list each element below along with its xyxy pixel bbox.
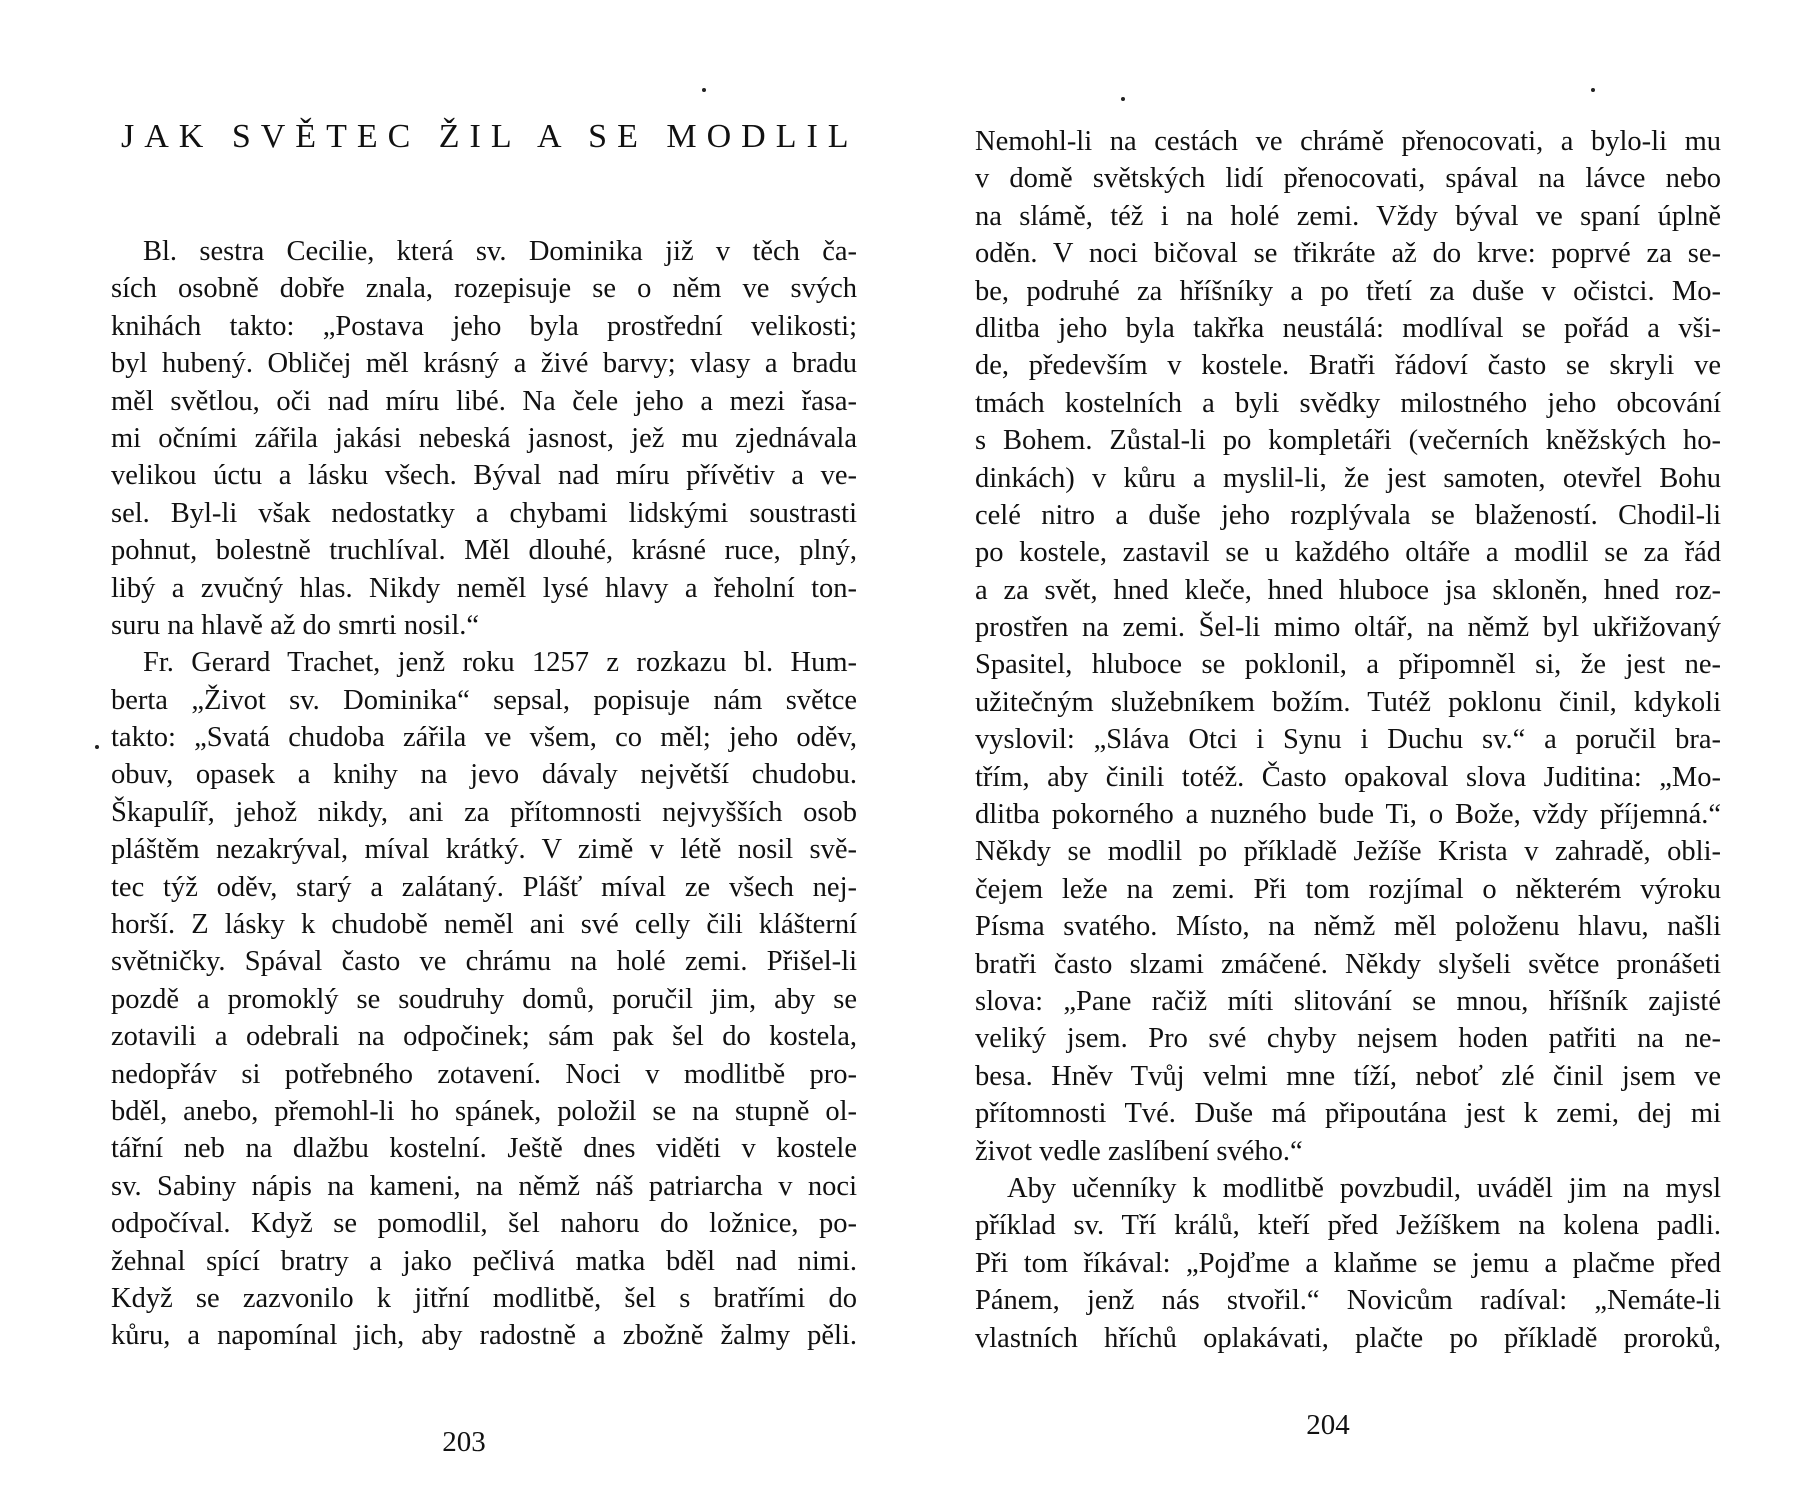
text-line: zotavili a odebrali na odpočinek; sám pak šel do kostela, [111,1021,857,1053]
text-line: Při tom říkával: „Pojďme a klaňme se jemu a plačme před [975,1247,1721,1279]
text-line: byl hubený. Obličej měl krásný a živé barvy; vlasy a bradu [111,348,857,380]
text-line: dlitba jeho byla takřka neustálá: modlíval se pořád a vši- [975,312,1721,344]
text-line: odpočíval. Když se pomodlil, šel nahoru do ložnice, po- [111,1208,857,1240]
text-line: vyslovil: „Sláva Otci i Synu i Duchu sv.“ a poručil bra- [975,724,1721,756]
text-line: vlastních hříchů oplakávati, plačte po příkladě proroků, [975,1322,1721,1354]
text-line: Nemohl-li na cestách ve chrámě přenocovati, a bylo-li mu [975,126,1721,157]
text-line: žehnal spící bratry a jako pečlivá matka bděl nad nimi. [111,1245,857,1277]
right-page [975,0,1721,1500]
text-line: Písma svatého. Místo, na němž měl položenu hlavu, našli [975,911,1721,943]
text-line: tmách kostelních a byli svědky milostného jeho obcování [975,387,1721,419]
print-speck [702,88,706,92]
text-line: takto: „Svatá chudoba zářila ve všem, co měl; jeho oděv, [111,722,857,754]
text-line: be, podruhé za hříšníky a po třetí za duše v očistci. Mo- [975,275,1721,307]
text-line: suru na hlavě až do smrti nosil.“ [111,609,480,641]
text-line: velikou úctu a lásku všech. Býval nad míru přívětiv a ve- [111,460,857,492]
text-line: v domě světských lidí přenocovati, spával na lávce nebo [975,163,1721,195]
text-line: de, především v kostele. Bratři řádoví často se skryli ve [975,350,1721,382]
text-line: oděn. V noci bičoval se třikráte až do krve: poprvé za se- [975,238,1721,270]
print-speck [95,745,99,749]
text-line: třím, aby činili totéž. Často opakoval slova Juditina: „Mo- [975,761,1721,793]
print-speck [1121,97,1125,101]
text-line: přítomnosti Tvé. Duše má připoutána jest k zemi, dej mi [975,1098,1721,1130]
text-line: užitečným služebníkem božím. Tutéž poklonu činil, kdykoli [975,686,1721,718]
text-line: berta „Život sv. Dominika“ sepsal, popisuje nám světce [111,684,857,716]
text-line: pozdě a promoklý se soudruhy domů, poručil jim, aby se [111,983,857,1015]
text-line: prostřen na zemi. Šel-li mimo oltář, na němž byl ukřižovaný [975,612,1721,644]
text-line: tářní neb na dlažbu kostelní. Ještě dnes viděti v kostele [111,1133,857,1165]
text-line: nedopřáv si potřebného zotavení. Noci v modlitbě pro- [111,1058,857,1090]
text-line: pláštěm nezakrýval, míval krátký. V zimě v létě nosil svě- [111,834,857,866]
text-line: čejem leže na zemi. Při tom rozjímal o některém výroku [975,873,1721,905]
text-line: Škapulíř, jehož nikdy, ani za přítomnosti nejvyšších osob [111,796,857,828]
text-line: knihách takto: „Postava jeho byla prostřední velikosti; [111,310,857,342]
text-line: Aby učenníky k modlitbě povzbudil, uváděl jim na mysl [1007,1172,1721,1204]
text-line: celé nitro a duše jeho rozplývala se blažeností. Chodil-li [975,499,1721,531]
text-line: besa. Hněv Tvůj velmi mne tíží, neboť zlé činil jsem ve [975,1060,1721,1092]
text-line: Fr. Gerard Trachet, jenž roku 1257 z rozkazu bl. Hum- [143,647,857,679]
text-line: veliký jsem. Pro své chyby nejsem hoden patřiti na ne- [975,1023,1721,1055]
left-page [111,0,857,1500]
text-line: dinkách) v kůru a myslil-li, že jest samoten, otevřel Bohu [975,462,1721,494]
text-line: tec týž oděv, starý a zalátaný. Plášť míval ze všech nej- [111,871,857,903]
right-page-text [975,123,1721,1357]
text-line: mi očními zářila jakási nebeská jasnost, jež mu zjednávala [111,422,857,454]
text-line: světničky. Spával často ve chrámu na holé zemi. Přišel-li [111,946,857,978]
text-line: kůru, a napomínal jich, aby radostně a zbožně žalmy pěli. [111,1320,857,1352]
text-line: sv. Sabiny nápis na kameni, na němž náš patriarcha v noci [111,1170,857,1202]
page-number-left: 203 [442,1426,486,1458]
text-line: horší. Z lásky k chudobě neměl ani své celly čili klášterní [111,909,857,941]
text-line: libý a zvučný hlas. Nikdy neměl lysé hlavy a řeholní ton- [111,572,857,604]
text-line: Bl. sestra Cecilie, která sv. Dominika již v těch ča- [143,236,857,267]
text-line: pohnut, bolestně truchlíval. Měl dlouhé, krásné ruce, plný, [111,535,857,567]
text-line: příklad sv. Tří králů, kteří před Ježíškem na kolena padli. [975,1210,1721,1242]
text-line: na slámě, též i na holé zemi. Vždy býval ve spaní úplně [975,200,1721,232]
text-line: obuv, opasek a knihy na jevo dávaly největší chudobu. [111,759,857,791]
print-speck [1591,88,1595,92]
chapter-title: JAK SVĚTEC ŽIL A SE MODLIL [121,118,859,155]
text-line: život vedle zaslíbení svého.“ [975,1135,1303,1167]
text-line: bděl, anebo, přemohl-li ho spánek, položil se na stupně ol- [111,1095,857,1127]
text-line: bratři často slzami zmáčené. Někdy slyšeli světce pronášeti [975,948,1721,980]
text-line: po kostele, zastavil se u každého oltáře a modlil se za řád [975,537,1721,569]
text-line: dlitba pokorného a nuzného bude Ti, o Bože, vždy příjemná.“ [975,799,1721,831]
text-line: sel. Byl-li však nedostatky a chybami lidskými soustrasti [111,497,857,529]
text-line: Spasitel, hluboce se poklonil, a připomněl si, že jest ne- [975,649,1721,681]
text-line: Pánem, jenž nás stvořil.“ Novicům radíval: „Nemáte-li [975,1285,1721,1317]
page-number-right: 204 [1306,1409,1350,1441]
left-page-text [111,233,857,1355]
text-line: měl světlou, oči nad míru libé. Na čele jeho a mezi řasa- [111,385,857,417]
text-line: Když se zazvonilo k jitřní modlitbě, šel s bratřími do [111,1282,857,1314]
text-line: a za svět, hned kleče, hned hluboce jsa skloněn, hned roz- [975,574,1721,606]
text-line: slova: „Pane račiž míti slitování se mnou, hříšník zajisté [975,985,1721,1017]
text-line: Někdy se modlil po příkladě Ježíše Krista v zahradě, obli- [975,836,1721,868]
text-line: sích osobně dobře znala, rozepisuje se o něm ve svých [111,273,857,305]
text-line: s Bohem. Zůstal-li po kompletáři (večerních kněžských ho- [975,425,1721,457]
